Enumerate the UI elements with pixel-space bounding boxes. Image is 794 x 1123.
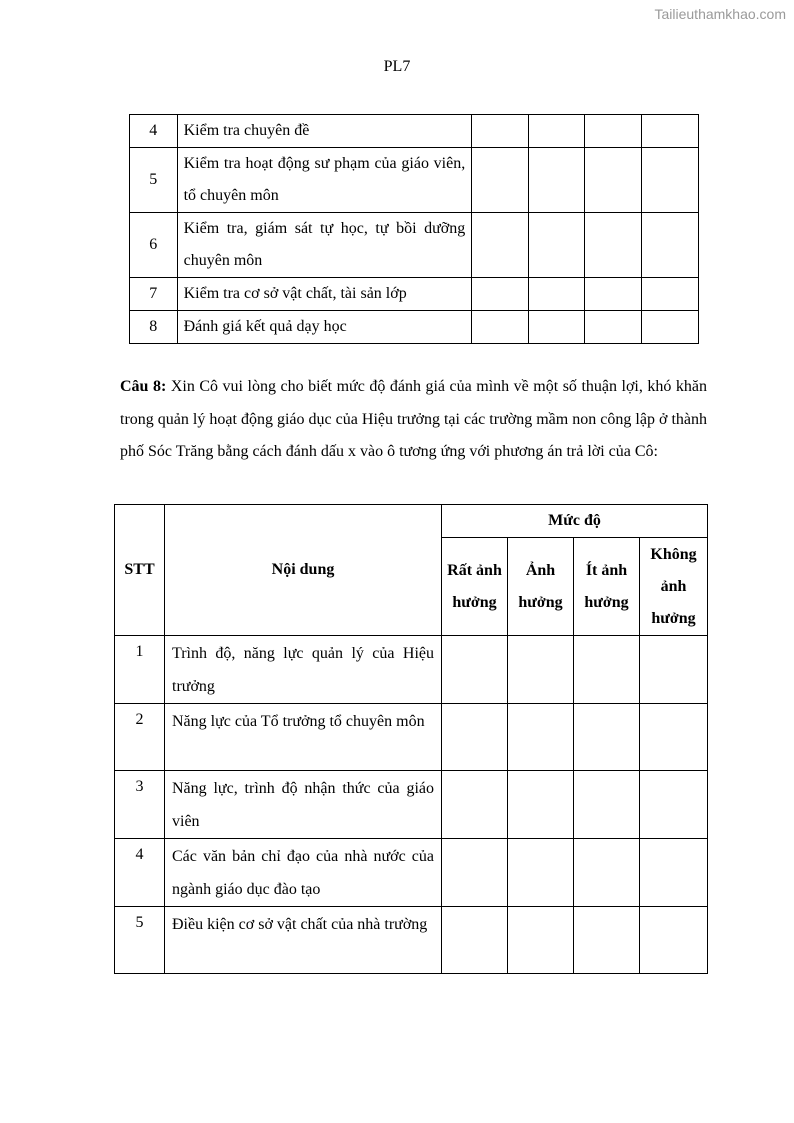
question-paragraph (120, 371, 707, 469)
answer-cell[interactable] (442, 771, 508, 839)
answer-cell[interactable] (528, 311, 584, 344)
answer-cell[interactable] (574, 636, 640, 704)
answer-cell[interactable] (528, 278, 584, 311)
answer-cell[interactable] (585, 213, 641, 278)
row-content: Năng lực của Tổ trưởng tổ chuyên môn (165, 704, 442, 771)
answer-cell[interactable] (585, 278, 641, 311)
row-number: 8 (130, 311, 178, 344)
row-content: Đánh giá kết quả dạy học (177, 311, 472, 344)
answer-cell[interactable] (574, 907, 640, 974)
answer-cell[interactable] (641, 311, 698, 344)
header-level-very-high: Rất ảnh hưởng (442, 538, 508, 636)
answer-cell[interactable] (528, 148, 584, 213)
answer-cell[interactable] (640, 636, 708, 704)
checklist-table-continued (129, 114, 699, 344)
row-content: Trình độ, năng lực quản lý của Hiệu trưởng (165, 636, 442, 704)
header-level-none: Không ảnh hưởng (640, 538, 708, 636)
row-content: Điều kiện cơ sở vật chất của nhà trường (165, 907, 442, 974)
table-row (115, 771, 708, 839)
table-row (130, 278, 699, 311)
answer-cell[interactable] (508, 636, 574, 704)
row-content: Kiểm tra hoạt động sư phạm của giáo viên, tổ chuyên môn (177, 148, 472, 213)
row-number: 4 (130, 115, 178, 148)
row-number: 4 (115, 839, 165, 907)
question-text: Xin Cô vui lòng cho biết mức độ đánh giá của mình về một số thuận lợi, khó khăn trong quản lý hoạt động giáo dục của Hiệu trưởng tại các trường mầm non công lập ở thành phố Sóc Trăng bằng cách đánh dấu x vào ô tương ứng với phương án trả lời của Cô: (120, 378, 708, 460)
answer-cell[interactable] (640, 907, 708, 974)
answer-cell[interactable] (640, 839, 708, 907)
answer-cell[interactable] (442, 704, 508, 771)
answer-cell[interactable] (528, 115, 584, 148)
row-content: Kiểm tra cơ sở vật chất, tài sản lớp (177, 278, 472, 311)
survey-table (114, 504, 708, 974)
answer-cell[interactable] (508, 839, 574, 907)
answer-cell[interactable] (442, 636, 508, 704)
header-level: Mức độ (442, 505, 708, 538)
row-number: 2 (115, 704, 165, 771)
table-row (115, 839, 708, 907)
answer-cell[interactable] (574, 704, 640, 771)
header-level-little: Ít ảnh hưởng (574, 538, 640, 636)
answer-cell[interactable] (585, 115, 641, 148)
row-number: 5 (130, 148, 178, 213)
row-content: Các văn bản chỉ đạo của nhà nước của ngành giáo dục đào tạo (165, 839, 442, 907)
answer-cell[interactable] (640, 704, 708, 771)
row-number: 1 (115, 636, 165, 704)
table-row (130, 311, 699, 344)
row-number: 7 (130, 278, 178, 311)
table-row (115, 704, 708, 771)
table-row (115, 636, 708, 704)
answer-cell[interactable] (641, 115, 698, 148)
header-row (115, 505, 708, 538)
header-level-affected: Ảnh hưởng (508, 538, 574, 636)
row-number: 5 (115, 907, 165, 974)
header-content: Nội dung (165, 505, 442, 636)
answer-cell[interactable] (508, 704, 574, 771)
answer-cell[interactable] (442, 839, 508, 907)
answer-cell[interactable] (472, 148, 528, 213)
answer-cell[interactable] (472, 311, 528, 344)
page-label: PL7 (383, 58, 411, 75)
answer-cell[interactable] (585, 311, 641, 344)
row-number: 3 (115, 771, 165, 839)
header-stt: STT (115, 505, 165, 636)
answer-cell[interactable] (528, 213, 584, 278)
answer-cell[interactable] (641, 278, 698, 311)
question-label: Câu 8: (120, 378, 167, 395)
answer-cell[interactable] (472, 213, 528, 278)
row-content: Kiểm tra chuyên đề (177, 115, 472, 148)
table-row (130, 115, 699, 148)
watermark: Tailieuthamkhao.com (654, 6, 786, 22)
answer-cell[interactable] (641, 148, 698, 213)
answer-cell[interactable] (640, 771, 708, 839)
table-row (130, 148, 699, 213)
answer-cell[interactable] (472, 278, 528, 311)
answer-cell[interactable] (508, 907, 574, 974)
answer-cell[interactable] (641, 213, 698, 278)
table-row (115, 907, 708, 974)
answer-cell[interactable] (574, 839, 640, 907)
answer-cell[interactable] (442, 907, 508, 974)
row-content: Năng lực, trình độ nhận thức của giáo viên (165, 771, 442, 839)
answer-cell[interactable] (472, 115, 528, 148)
row-number: 6 (130, 213, 178, 278)
answer-cell[interactable] (585, 148, 641, 213)
answer-cell[interactable] (508, 771, 574, 839)
row-content: Kiểm tra, giám sát tự học, tự bồi dưỡng chuyên môn (177, 213, 472, 278)
table-row (130, 213, 699, 278)
answer-cell[interactable] (574, 771, 640, 839)
